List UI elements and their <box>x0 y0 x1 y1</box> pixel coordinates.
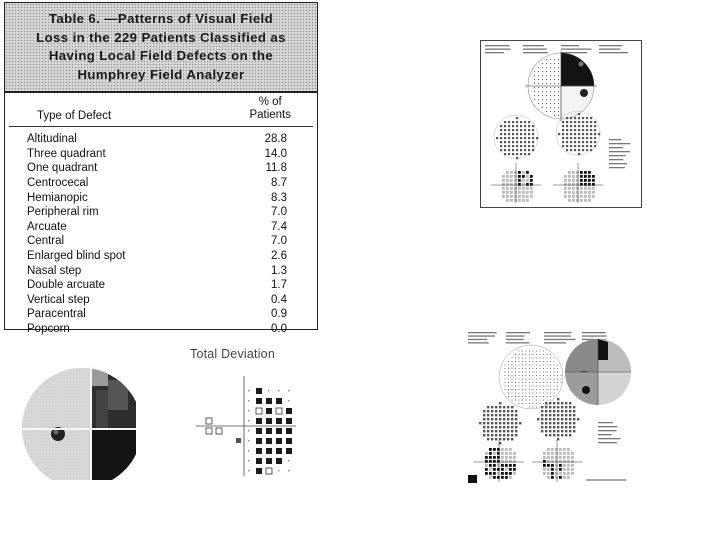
defect-type-cell: Vertical step <box>27 293 90 306</box>
column-header-percent-line-2: Patients <box>249 109 291 121</box>
column-header-percent-line-1: % of <box>258 96 282 108</box>
table-row <box>5 234 317 249</box>
defect-table <box>4 2 318 336</box>
table-row <box>5 220 317 235</box>
defect-percent-cell: 0.0 <box>271 323 287 336</box>
table-row <box>5 249 317 264</box>
table-title-line-4: Humphrey Field Analyzer <box>77 66 245 82</box>
defect-type-cell: Peripheral rim <box>27 206 99 219</box>
table-row <box>5 132 317 147</box>
defect-percent-cell: 28.8 <box>264 133 287 146</box>
defect-percent-cell: 1.7 <box>271 279 287 292</box>
defect-percent-cell: 11.8 <box>265 162 287 175</box>
greyscale-field-graphic <box>12 362 136 480</box>
defect-type-cell: Central <box>27 235 65 248</box>
greyscale-field-closeup <box>12 362 136 480</box>
table-row <box>5 161 317 176</box>
field-analyzer-printout-top <box>480 40 642 208</box>
table-row <box>5 176 317 191</box>
table-row <box>5 190 317 205</box>
defect-type-cell: Nasal step <box>27 264 82 277</box>
defect-type-cell: Altitudinal <box>27 133 77 146</box>
defect-type-cell: Popcorn <box>27 323 70 336</box>
table-body <box>5 127 317 336</box>
defect-percent-cell: 8.7 <box>271 177 287 190</box>
column-header-percent <box>249 96 291 122</box>
total-deviation-plot <box>186 366 296 478</box>
table-title-line-1: Table 6. —Patterns of Visual Field <box>48 11 274 26</box>
defect-percent-cell: 0.9 <box>271 308 287 321</box>
table-row <box>5 263 317 278</box>
printout-top-graphic <box>481 41 641 207</box>
table-row <box>5 307 317 322</box>
defect-percent-cell: 7.0 <box>271 206 287 219</box>
defect-type-cell: Centrocecal <box>27 177 89 190</box>
defect-type-cell: Paracentral <box>27 308 86 321</box>
table-header <box>9 93 313 127</box>
defect-percent-cell: 7.0 <box>271 235 287 248</box>
defect-percent-cell: 8.3 <box>271 191 287 204</box>
table-title-line-2: Loss in the 229 Patients Classified as <box>36 29 286 45</box>
table-row <box>5 147 317 162</box>
table-row <box>5 278 317 293</box>
defect-type-cell: Double arcuate <box>27 279 105 292</box>
defect-percent-cell: 7.4 <box>271 220 287 233</box>
table-row <box>5 293 317 308</box>
column-header-type: Type of Defect <box>37 110 112 122</box>
table-title <box>5 3 317 93</box>
defect-type-cell: Enlarged blind spot <box>27 250 126 263</box>
defect-percent-cell: 2.6 <box>271 250 287 263</box>
field-analyzer-printout-bottom <box>466 330 638 492</box>
table-row <box>5 322 317 337</box>
printout-bottom-graphic <box>466 330 638 492</box>
table-row <box>5 205 317 220</box>
defect-type-cell: Arcuate <box>27 220 67 233</box>
defect-percent-cell: 1.3 <box>271 264 287 277</box>
total-deviation-graphic <box>186 366 296 478</box>
total-deviation-label: Total Deviation <box>190 347 275 361</box>
table-title-line-3: Having Local Field Defects on the <box>48 48 274 63</box>
defect-type-cell: Three quadrant <box>27 147 106 160</box>
defect-type-cell: Hemianopic <box>27 191 88 204</box>
defect-type-cell: One quadrant <box>27 162 98 175</box>
defect-percent-cell: 0.4 <box>271 293 287 306</box>
defect-percent-cell: 14.0 <box>264 147 287 160</box>
